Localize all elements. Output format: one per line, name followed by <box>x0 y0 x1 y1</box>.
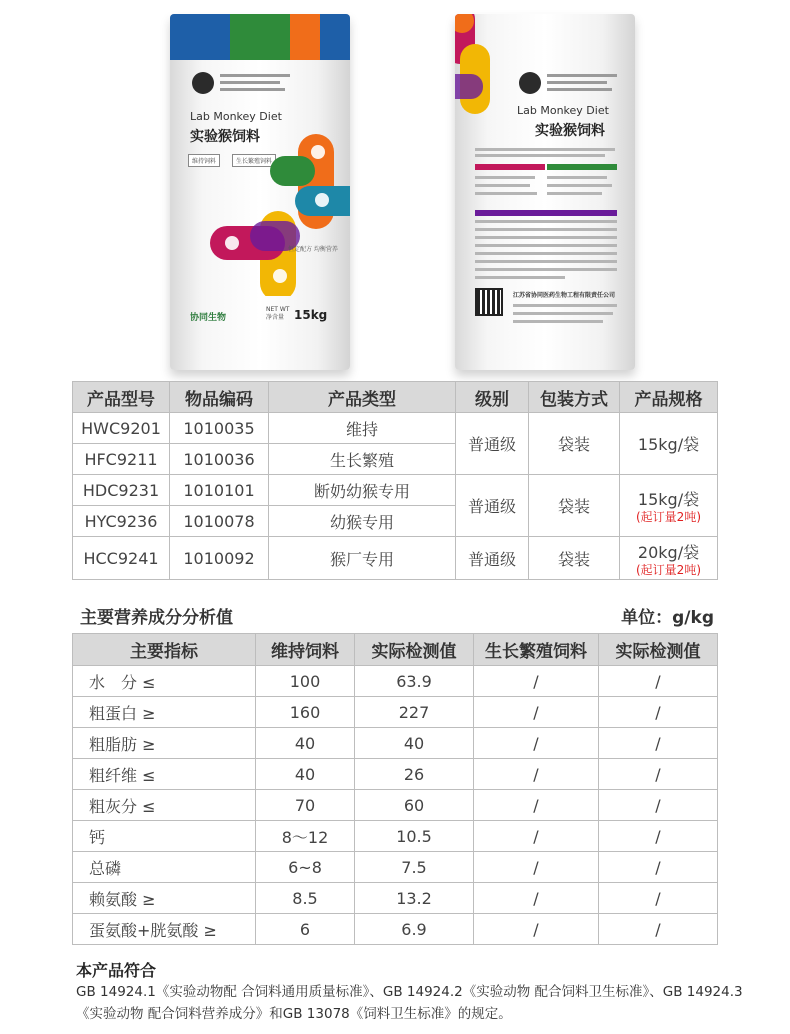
cell-indicator: 粗脂肪 ≥ <box>73 728 256 759</box>
cell-measured-1: 227 <box>355 697 474 728</box>
table-header-row <box>73 634 718 666</box>
bag-back-image <box>455 14 635 370</box>
bag-brand: 协同生物 <box>190 313 227 323</box>
bag-en-title: Lab Monkey Diet <box>190 110 282 123</box>
tag-breed: 生长繁殖饲料 <box>232 154 276 167</box>
fine-print <box>475 244 617 247</box>
cell-indicator: 赖氨酸 ≥ <box>73 883 256 914</box>
cell-maintain: 40 <box>256 759 355 790</box>
table-row <box>73 413 718 444</box>
fine-print <box>547 184 612 187</box>
fine-print <box>475 192 537 195</box>
table-row <box>73 790 718 821</box>
cell-measured-2: / <box>599 666 718 697</box>
cell-maintain: 8～12 <box>256 821 355 852</box>
cell-indicator: 总磷 <box>73 852 256 883</box>
certification-lines <box>220 74 290 95</box>
table-row <box>73 537 718 580</box>
header-breed: 生长繁殖饲料 <box>474 634 599 666</box>
cell-grade: 普通级 <box>456 413 529 475</box>
cell-spec-group <box>620 475 718 537</box>
header-indicator: 主要指标 <box>73 634 256 666</box>
fine-print <box>475 268 617 271</box>
cell-maintain: 100 <box>256 666 355 697</box>
fine-print <box>513 304 617 307</box>
cell-breed: / <box>474 883 599 914</box>
cell-breed: / <box>474 852 599 883</box>
nutrition-table <box>72 633 718 945</box>
cell-indicator: 粗灰分 ≤ <box>73 790 256 821</box>
cell-model: HDC9231 <box>73 475 170 506</box>
certification-lines-back <box>547 74 617 95</box>
cell-measured-2: / <box>599 883 718 914</box>
cell-breed: / <box>474 759 599 790</box>
cell-measured-2: / <box>599 852 718 883</box>
cell-pack: 袋装 <box>529 413 620 475</box>
fine-print <box>475 154 605 157</box>
label-header-bar <box>547 164 617 170</box>
cell-maintain: 70 <box>256 790 355 821</box>
compliance-title: 本产品符合 <box>76 961 157 980</box>
header-model: 产品型号 <box>73 382 170 413</box>
bag-slogan: 恒定配方 均衡营养 <box>288 246 338 253</box>
table-row <box>73 666 718 697</box>
cell-measured-2: / <box>599 728 718 759</box>
cell-maintain: 40 <box>256 728 355 759</box>
label-header-bar <box>475 210 617 216</box>
cell-spec: 15kg/袋 <box>637 490 700 509</box>
nutrition-unit: 单位：g/kg <box>621 608 714 628</box>
fine-print <box>513 312 613 315</box>
label-header-bar <box>475 164 545 170</box>
header-type: 产品类型 <box>269 382 456 413</box>
table-row <box>73 852 718 883</box>
fine-print <box>475 148 615 151</box>
table-row <box>73 697 718 728</box>
cell-measured-2: / <box>599 790 718 821</box>
cell-code: 1010035 <box>170 413 269 444</box>
bag-company: 江苏省协同医药生物工程有限责任公司 <box>513 292 616 299</box>
cell-code: 1010101 <box>170 475 269 506</box>
cell-breed: / <box>474 666 599 697</box>
fine-print <box>475 236 617 239</box>
cell-measured-1: 26 <box>355 759 474 790</box>
header-measured-1: 实际检测值 <box>355 634 474 666</box>
cell-type: 生长繁殖 <box>269 444 456 475</box>
compliance-text: GB 14924.1《实验动物配 合饲料通用质量标准》、GB 14924.2《实验动物 配合饲料卫生标准》、GB 14924.3《实验动物 配合饲料营养成分》和GB 13078《饲料卫生标准》的规定。 <box>76 984 743 1022</box>
cell-measured-1: 7.5 <box>355 852 474 883</box>
cell-measured-2: / <box>599 821 718 852</box>
header-pack: 包装方式 <box>529 382 620 413</box>
cell-model: HFC9211 <box>73 444 170 475</box>
cell-model: HYC9236 <box>73 506 170 537</box>
cell-maintain: 6~8 <box>256 852 355 883</box>
cell-indicator: 钙 <box>73 821 256 852</box>
cell-breed: / <box>474 914 599 945</box>
cell-measured-2: / <box>599 914 718 945</box>
cell-breed: / <box>474 697 599 728</box>
monkey-logo-icon <box>192 72 214 94</box>
cell-code: 1010092 <box>170 537 269 580</box>
cell-indicator: 粗纤维 ≤ <box>73 759 256 790</box>
table-row <box>73 759 718 790</box>
cell-measured-1: 10.5 <box>355 821 474 852</box>
cell-maintain: 8.5 <box>256 883 355 914</box>
cell-maintain: 160 <box>256 697 355 728</box>
table-row <box>73 821 718 852</box>
fine-print <box>475 228 617 231</box>
bag-front-image <box>170 14 350 370</box>
fine-print <box>475 220 617 223</box>
bag-net-label: NET WT 净含量 <box>266 306 290 321</box>
cell-maintain: 6 <box>256 914 355 945</box>
tag-maintain: 维持饲料 <box>188 154 220 167</box>
fine-print <box>513 320 603 323</box>
min-order-note: (起订量2吨) <box>636 562 701 577</box>
fine-print <box>547 192 602 195</box>
cell-model: HWC9201 <box>73 413 170 444</box>
cell-measured-1: 63.9 <box>355 666 474 697</box>
cell-indicator: 蛋氨酸+胱氨酸 ≥ <box>73 914 256 945</box>
cell-type: 猴厂专用 <box>269 537 456 580</box>
header-measured-2: 实际检测值 <box>599 634 718 666</box>
bag-graphic <box>210 126 350 296</box>
cell-measured-2: / <box>599 697 718 728</box>
table-row <box>73 728 718 759</box>
fine-print <box>475 260 617 263</box>
monkey-logo-back-icon <box>519 72 541 94</box>
cell-measured-1: 6.9 <box>355 914 474 945</box>
cell-measured-1: 60 <box>355 790 474 821</box>
product-images <box>0 0 790 375</box>
cell-model: HCC9241 <box>73 537 170 580</box>
cell-type: 幼猴专用 <box>269 506 456 537</box>
table-row <box>73 914 718 945</box>
table-header-row <box>73 382 718 413</box>
bag-back-en-title: Lab Monkey Diet <box>517 104 609 117</box>
header-maintain: 维持饲料 <box>256 634 355 666</box>
qr-code-icon <box>477 290 501 314</box>
fine-print <box>475 176 535 179</box>
table-row <box>73 883 718 914</box>
color-band <box>170 14 350 60</box>
fine-print <box>475 276 565 279</box>
table-row <box>73 475 718 506</box>
cell-spec: 20kg/袋 <box>637 542 700 562</box>
cell-type: 维持 <box>269 413 456 444</box>
cell-grade: 普通级 <box>456 475 529 537</box>
cell-indicator: 粗蛋白 ≥ <box>73 697 256 728</box>
bag-corner-graphic <box>455 14 515 124</box>
fine-print <box>475 184 530 187</box>
cell-type: 断奶幼猴专用 <box>269 475 456 506</box>
cell-grade: 普通级 <box>456 537 529 580</box>
cell-pack: 袋装 <box>529 537 620 580</box>
header-grade: 级别 <box>456 382 529 413</box>
bag-weight: 15kg <box>294 308 328 322</box>
product-spec-table <box>72 381 718 580</box>
cell-code: 1010036 <box>170 444 269 475</box>
cell-breed: / <box>474 728 599 759</box>
cell-code: 1010078 <box>170 506 269 537</box>
cell-spec: 15kg/袋 <box>620 413 718 475</box>
fine-print <box>547 176 607 179</box>
cell-indicator: 水 分 ≤ <box>73 666 256 697</box>
header-code: 物品编码 <box>170 382 269 413</box>
cell-measured-1: 40 <box>355 728 474 759</box>
cell-breed: / <box>474 790 599 821</box>
min-order-note: (起订量2吨) <box>636 510 701 524</box>
cell-pack: 袋装 <box>529 475 620 537</box>
nutrition-section-title: 主要营养成分分析值 <box>80 608 233 628</box>
cell-spec-group <box>620 537 718 580</box>
fine-print <box>475 252 617 255</box>
header-spec: 产品规格 <box>620 382 718 413</box>
cell-measured-1: 13.2 <box>355 883 474 914</box>
cell-measured-2: / <box>599 759 718 790</box>
cell-breed: / <box>474 821 599 852</box>
bag-back-cn-title: 实验猴饲料 <box>535 123 605 139</box>
bag-cn-title: 实验猴饲料 <box>190 129 260 145</box>
